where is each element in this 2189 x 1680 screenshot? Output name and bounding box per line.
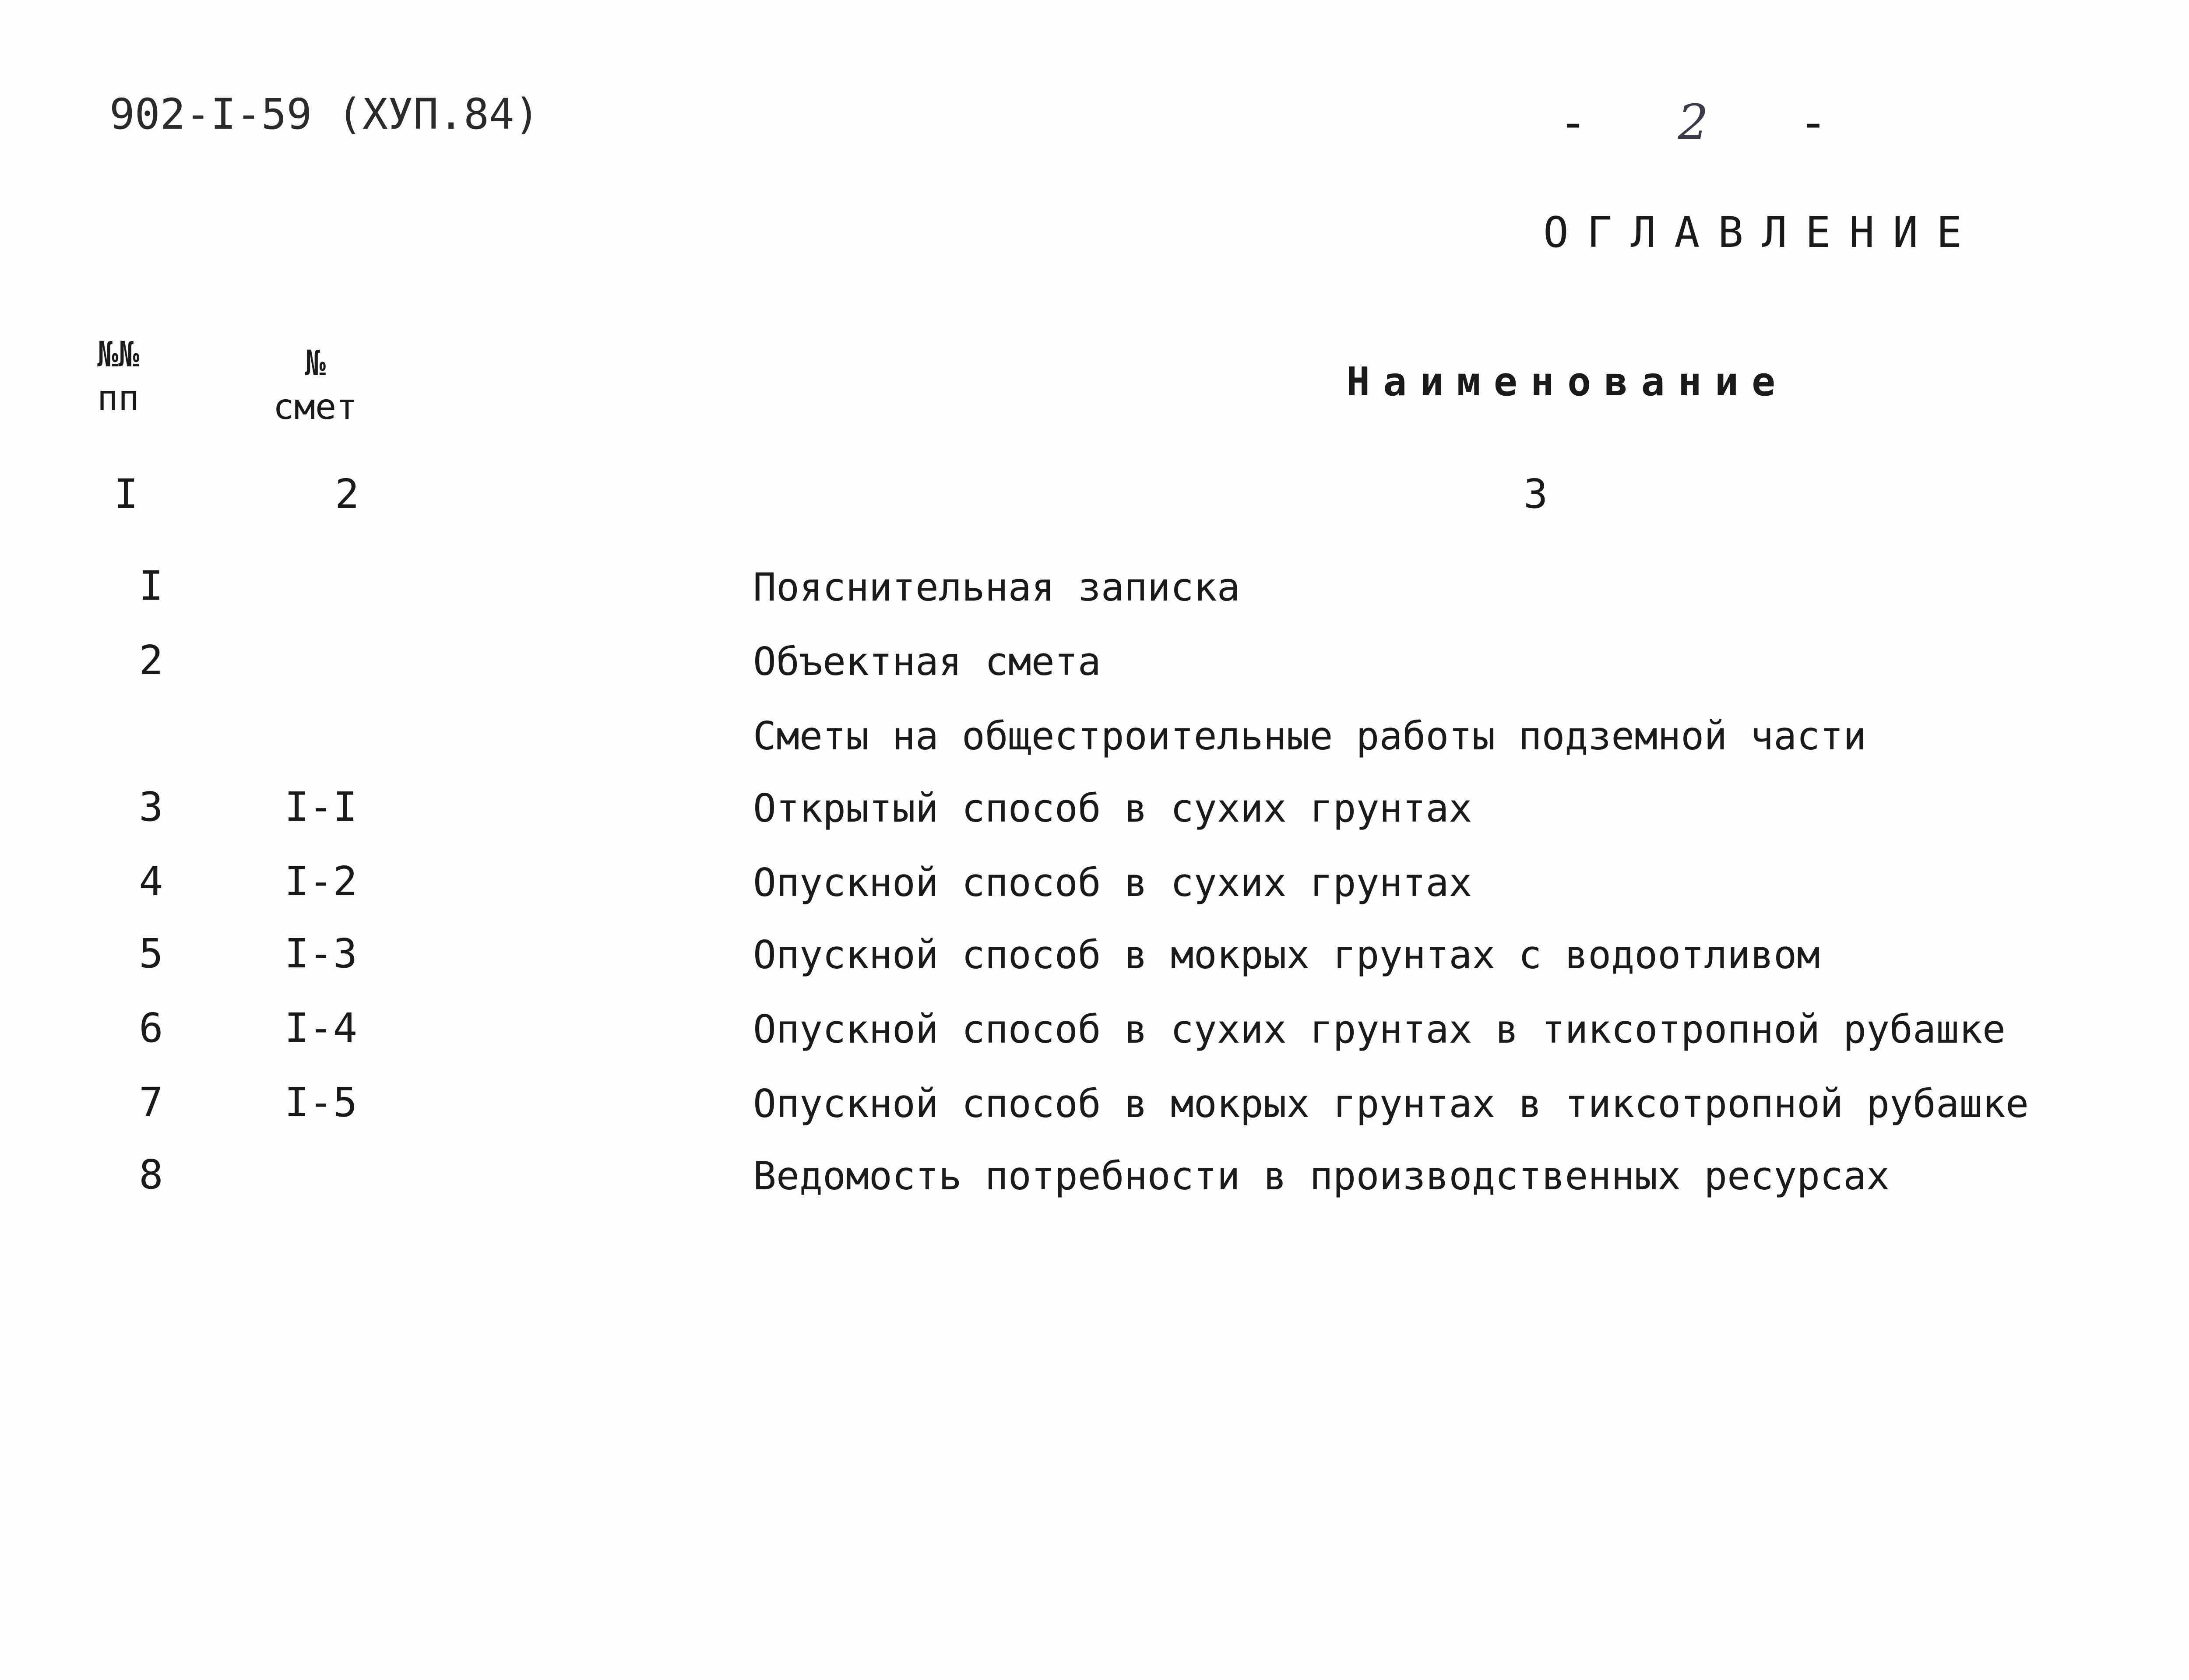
row-index: 8 [139, 1151, 163, 1198]
row-estimate: I-3 [285, 930, 358, 977]
row-index: 4 [139, 858, 163, 905]
document-code: 902-I-59 (ХУП.84) [109, 90, 540, 139]
row-title: Опускной способ в мокрых грунтах в тиксотропной рубашке [753, 1081, 2029, 1126]
page-title: ОГЛАВЛЕНИЕ [1543, 208, 1980, 257]
row-title: Открытый способ в сухих грунтах [753, 786, 1472, 831]
column-number-2: 2 [335, 471, 359, 517]
row-estimate: I-4 [285, 1005, 358, 1051]
page-number-suffix: - [1798, 94, 1828, 150]
row-index: 2 [139, 637, 163, 684]
row-index: 3 [139, 784, 163, 830]
row-title: Опускной способ в сухих грунтах в тиксотропной рубашке [753, 1007, 2006, 1052]
row-index: I [139, 562, 163, 609]
row-title: Опускной способ в мокрых грунтах с водоотливом [753, 932, 1820, 977]
column-header-number: №№ пп [97, 334, 140, 418]
column-header-estimate: № смет [273, 343, 358, 427]
row-index: 6 [139, 1005, 163, 1051]
row-title: Пояснительная записка [753, 565, 1240, 610]
page-number-prefix: - [1559, 94, 1588, 150]
row-estimate: I-I [285, 784, 358, 830]
row-estimate: I-5 [285, 1079, 358, 1126]
row-title: Объектная смета [753, 639, 1101, 684]
row-index: 5 [139, 930, 163, 977]
row-index: 7 [139, 1079, 163, 1126]
row-estimate: I-2 [285, 858, 358, 905]
column-number-3: 3 [1524, 471, 1548, 517]
row-title: Опускной способ в сухих грунтах [753, 860, 1472, 905]
column-header-name: Наименование [1346, 359, 1789, 405]
column-number-1: I [114, 471, 138, 517]
page-number-value: 2 [1678, 94, 1709, 150]
page-number [1559, 94, 1828, 150]
row-title: Ведомость потребности в производственных ресурсах [753, 1153, 1890, 1198]
row-title: Сметы на общестроительные работы подземной части [753, 713, 1867, 759]
